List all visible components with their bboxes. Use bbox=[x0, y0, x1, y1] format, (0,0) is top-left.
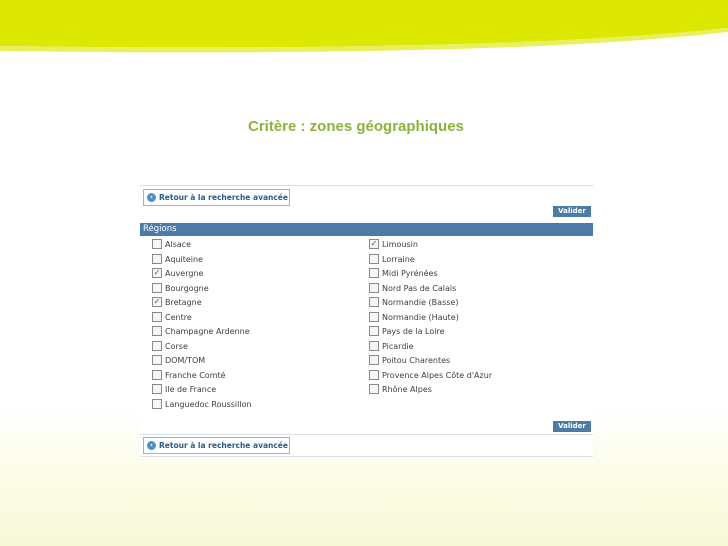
region-checkbox[interactable]: ✓ bbox=[370, 239, 378, 248]
back-to-advanced-search-button-top[interactable]: ‹ Retour à la recherche avancée bbox=[143, 189, 290, 206]
region-checkbox[interactable] bbox=[152, 254, 162, 264]
region-checkbox[interactable] bbox=[369, 268, 379, 278]
region-checkbox[interactable] bbox=[152, 384, 162, 394]
bottom-divider bbox=[140, 434, 593, 435]
region-label: Provence Alpes Côte d'Azur bbox=[382, 370, 493, 380]
region-label: Corse bbox=[165, 341, 188, 351]
region-label: Ile de France bbox=[165, 385, 217, 394]
region-checkbox[interactable] bbox=[369, 341, 379, 351]
region-label: Languedoc Roussillon bbox=[165, 399, 252, 409]
panel-bottom-border bbox=[140, 456, 593, 457]
slide-title: Critère : zones géographiques bbox=[248, 118, 464, 135]
region-label: Rhône Alpes bbox=[382, 385, 432, 394]
region-label: Auvergne bbox=[165, 269, 204, 278]
top-divider bbox=[140, 185, 593, 186]
region-checkbox[interactable] bbox=[369, 370, 379, 380]
region-checkbox[interactable] bbox=[152, 239, 162, 249]
region-checkbox[interactable] bbox=[152, 355, 162, 365]
region-checkbox[interactable]: ✓ bbox=[153, 268, 161, 277]
region-label: Bretagne bbox=[165, 298, 202, 307]
region-label: Normandie (Basse) bbox=[382, 298, 459, 307]
region-label: Champagne Ardenne bbox=[165, 327, 250, 336]
region-label: Midi Pyrénées bbox=[382, 269, 438, 278]
region-label: Lorraine bbox=[382, 254, 415, 264]
region-label: Bourgogne bbox=[165, 283, 209, 293]
region-label: Pays de la Loire bbox=[382, 327, 445, 336]
region-label: DOM/TOM bbox=[165, 356, 206, 365]
region-label: Limousin bbox=[382, 240, 418, 249]
arrow-left-circle-icon: ‹ bbox=[147, 193, 156, 202]
region-checkbox[interactable] bbox=[369, 283, 379, 293]
region-label: Poitou Charentes bbox=[382, 356, 451, 365]
region-label: Centre bbox=[165, 312, 192, 322]
region-checkbox[interactable]: ✓ bbox=[153, 297, 161, 306]
region-checkbox[interactable] bbox=[369, 384, 379, 394]
region-checkbox[interactable] bbox=[369, 254, 379, 264]
region-label: Picardie bbox=[382, 341, 414, 351]
top-decorative-band bbox=[0, 0, 728, 60]
back-to-advanced-search-button-bottom[interactable]: ‹ Retour à la recherche avancée bbox=[143, 437, 290, 454]
validate-button-top[interactable]: Valider bbox=[553, 206, 591, 217]
regions-section-header: Régions bbox=[140, 223, 593, 236]
region-checkbox[interactable] bbox=[152, 341, 162, 351]
region-checkbox[interactable] bbox=[369, 297, 379, 307]
region-checkbox[interactable] bbox=[369, 355, 379, 365]
search-criteria-panel bbox=[140, 185, 593, 458]
region-checkbox[interactable] bbox=[152, 283, 162, 293]
region-label: Aquiteine bbox=[165, 254, 203, 264]
region-checkbox[interactable] bbox=[152, 399, 162, 409]
region-label: Alsace bbox=[165, 240, 192, 249]
region-label: Nord Pas de Calais bbox=[382, 283, 457, 293]
region-label: Normandie (Haute) bbox=[382, 312, 459, 322]
validate-button-bottom[interactable]: Valider bbox=[553, 421, 591, 432]
region-checkbox[interactable] bbox=[369, 312, 379, 322]
region-label: Franche Comté bbox=[165, 370, 226, 380]
region-checkbox[interactable] bbox=[152, 370, 162, 380]
arrow-left-circle-icon: ‹ bbox=[147, 441, 156, 450]
region-checkbox[interactable] bbox=[369, 326, 379, 336]
region-checkbox[interactable] bbox=[152, 312, 162, 322]
region-checkbox[interactable] bbox=[152, 326, 162, 336]
